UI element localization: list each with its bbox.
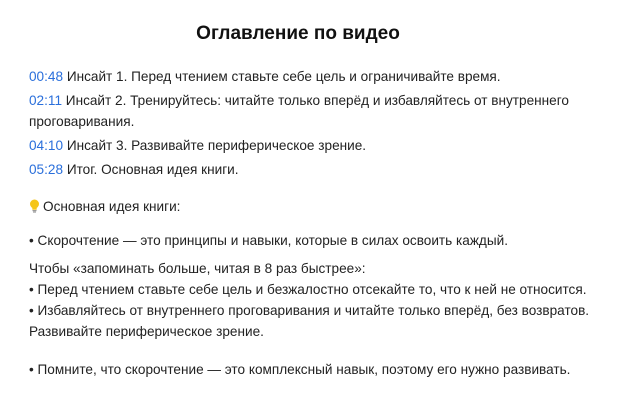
timestamp-link[interactable]: 00:48: [29, 69, 64, 84]
section-intro: Чтобы «запоминать больше, читая в 8 раз быстрее»:: [29, 261, 366, 276]
main-idea-heading: [29, 196, 625, 217]
bullet-item: • Избавляйтесь от внутреннего проговаривания и читайте только вперёд, без возвратов.: [29, 303, 590, 318]
toc-item: [29, 159, 625, 180]
lightbulb-icon: [29, 199, 40, 213]
main-idea-heading-text: Основная идея книги:: [43, 199, 181, 214]
bullet-item: • Скорочтение — это принципы и навыки, которые в силах освоить каждый.: [29, 233, 508, 248]
toc-item-text: Инсайт 3. Развивайте периферическое зрение.: [66, 138, 367, 153]
toc-item: [29, 90, 625, 132]
text-line: Развивайте периферическое зрение.: [29, 324, 264, 339]
toc-item-text: Инсайт 2. Тренируйтесь: читайте только вперёд и избавляйтесь от внутреннего проговаривания.: [29, 93, 569, 129]
video-contents: [29, 66, 625, 380]
bullet-item: • Помните, что скорочтение — это комплексный навык, поэтому его нужно развивать.: [29, 362, 571, 377]
toc-item-text: Итог. Основная идея книги.: [66, 162, 239, 177]
page-title: Оглавление по видео: [196, 23, 400, 44]
timestamp-link[interactable]: 05:28: [29, 162, 64, 177]
timestamp-link[interactable]: 02:11: [29, 93, 63, 108]
toc-item: [29, 66, 625, 87]
bullet-item: • Перед чтением ставьте себе цель и безжалостно отсекайте то, что к ней не относится.: [29, 282, 587, 297]
toc-item-text: Инсайт 1. Перед чтением ставьте себе цель и ограничивайте время.: [66, 69, 501, 84]
toc-item: [29, 135, 625, 156]
timestamp-link[interactable]: 04:10: [29, 138, 64, 153]
